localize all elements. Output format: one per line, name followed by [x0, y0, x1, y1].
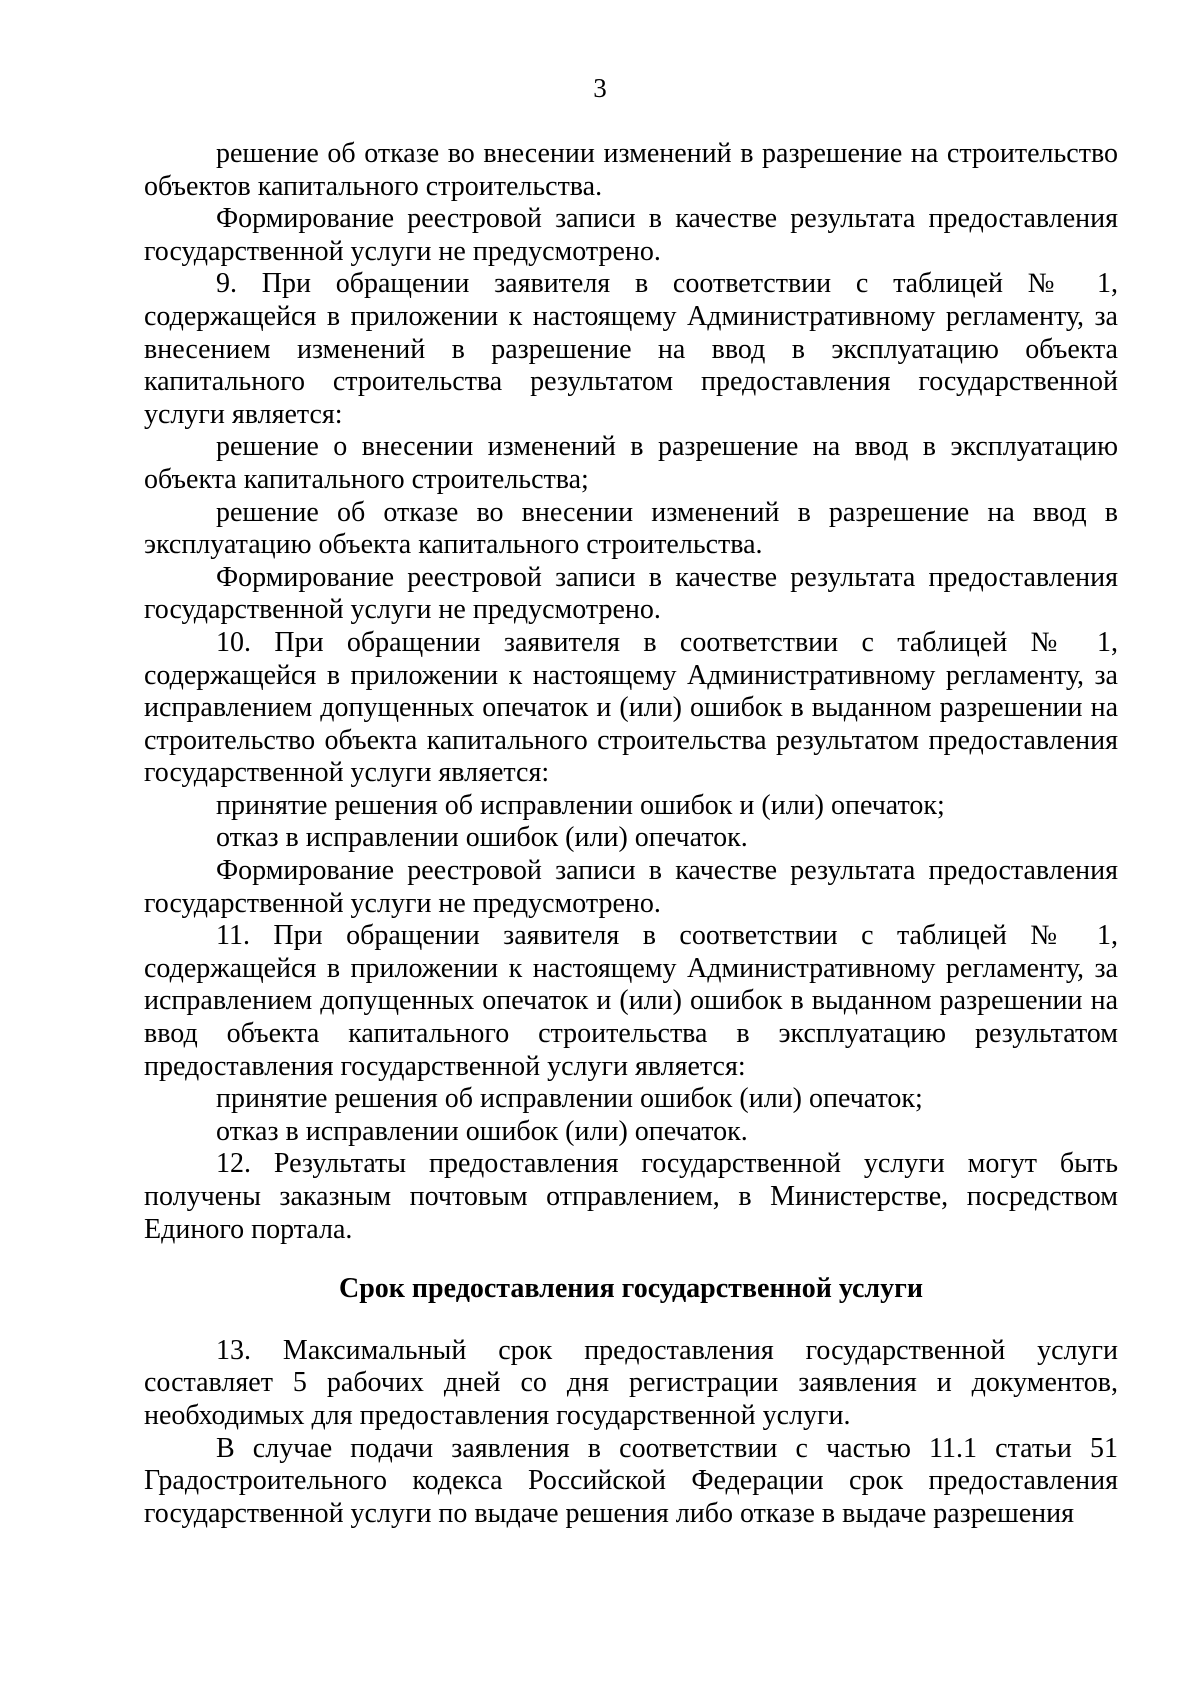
paragraph: 13. Максимальный срок предоставления государственной услуги составляет 5 рабочих дней со дня регистрации заявления и документов, необходимых для предоставления государственной услуги. [144, 1334, 1118, 1431]
paragraph: принятие решения об исправлении ошибок (или) опечаток; [216, 1083, 923, 1115]
paragraph: решение о внесении изменений в разрешение на ввод в эксплуатацию объекта капитального строительства; [144, 431, 1118, 495]
paragraph: Формирование реестровой записи в качестве результата предоставления государственной услуги не предусмотрено. [144, 203, 1118, 267]
document-body [144, 138, 1118, 1530]
paragraph: Формирование реестровой записи в качестве результата предоставления государственной услуги не предусмотрено. [144, 855, 1118, 919]
paragraph: 9. При обращении заявителя в соответствии с таблицей № 1, содержащейся в приложении к настоящему Административному регламенту, за внесением изменений в разрешение на ввод в эксплуатацию объекта капитального строительства результатом предоставления государственной услуги является: [144, 268, 1118, 430]
paragraph: 11. При обращении заявителя в соответствии с таблицей № 1, содержащейся в приложении к настоящему Административному регламенту, за исправлением допущенных опечаток и (или) ошибок в выданном разрешении на ввод объекта капитального строительства в эксплуатацию результатом предоставления государственной услуги является: [144, 920, 1118, 1082]
page-number: 3 [593, 73, 607, 103]
paragraph: принятие решения об исправлении ошибок и (или) опечаток; [216, 789, 945, 821]
paragraph: 10. При обращении заявителя в соответствии с таблицей № 1, содержащейся в приложении к настоящему Административному регламенту, за исправлением допущенных опечаток и (или) ошибок в выданном разрешении на строительство объекта капитального строительства результатом предоставления государственной услуги является: [144, 626, 1118, 789]
paragraph: отказ в исправлении ошибок (или) опечаток. [216, 1115, 748, 1147]
paragraph: Формирование реестровой записи в качестве результата предоставления государственной услуги не предусмотрено. [144, 561, 1118, 626]
section-heading: Срок предоставления государственной услуги [339, 1273, 923, 1305]
paragraph: 12. Результаты предоставления государственной услуги могут быть получены заказным почтовым отправлением, в Министерстве, посредством Единого портала. [144, 1148, 1118, 1245]
paragraph: решение об отказе во внесении изменений в разрешение на ввод в эксплуатацию объекта капитального строительства. [144, 496, 1118, 561]
paragraph: решение об отказе во внесении изменений в разрешение на строительство объектов капитального строительства. [144, 138, 1118, 202]
paragraph: В случае подачи заявления в соответствии с частью 11.1 статьи 51 Градостроительного кодекса Российской Федерации срок предоставления государственной услуги по выдаче решения либо отказе в выдаче разрешения [144, 1432, 1118, 1529]
paragraph: отказ в исправлении ошибок (или) опечаток. [216, 822, 748, 854]
